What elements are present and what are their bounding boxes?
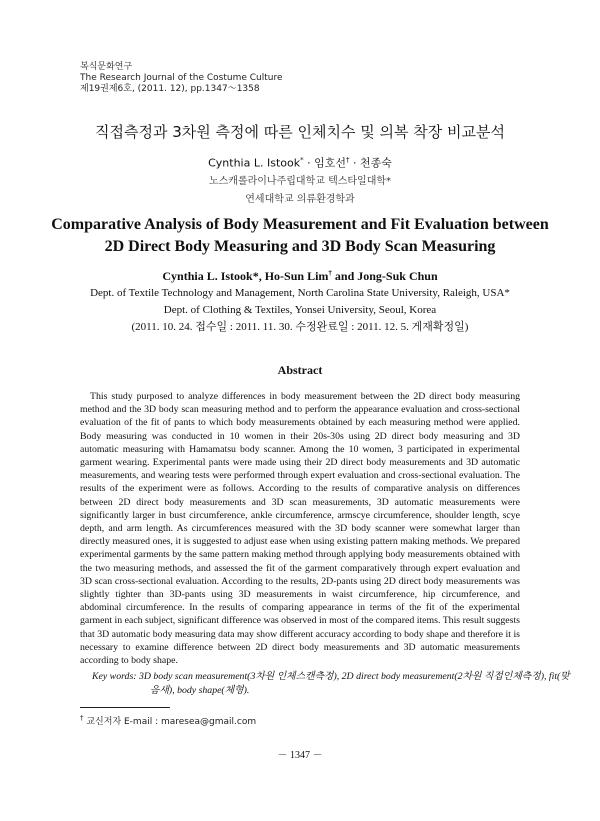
author-chun: 천종숙 xyxy=(359,156,392,170)
corresponding-mark: † xyxy=(328,269,332,277)
author-istook-en: Cynthia L. Istook* xyxy=(162,269,259,283)
abstract-body: This study purposed to analyze differences in body measurement between the 2D direct body measuring method and the 3D body scan measuring method and to perform the appearance evaluation and cross-sectional evaluation of the fit of pants to which body measurements obtained by each measuring method were applied. Body measuring was conducted in 10 women in their 20s-30s using 2D direct body measuring and 3D automatic measuring with Hamamatsu body scanner. Among the 10 women, 3 participated in experimental garment wearing. Experimental pants were made using their 2D direct body measurements and 3D automatic measurements, and wearing tests were performed through expert evaluation and cross-sectional evaluation. The results of the experiment were as follows. According to the results of comparative analysis on differences between 2D direct body measurements and 3D scan measurements, 3D automatic measurements were significantly larger in bust circumference, ankle circumference, armscye circumference, shoulder length, scye depth, and arm length. As circumferences measured with the 3D body scanner were somewhat larger than directly measured ones, it is suggested to adjust ease when using existing pattern making methods. We prepared experimental garments by the same pattern making method through applying body measurements obtained with the two measuring methods, and assessed the fit of the garment comparatively through expert evaluation and 3D scan cross-sectional evaluation. According to the results, 2D-pants using 2D direct body measurements was slightly tighter than 3D-pants using 3D measurements in waist circumference, hip circumference, and abdominal circumference. In the results of comparing appearance in terms of the fit of the experimental garment in each subject, significant difference was observed in most of the compared items. This result suggests that 3D automatic body measuring data may show different accuracy according to body shape and therefore it is necessary to examine difference between 2D direct body measurements and 3D automatic measurements according to body shape. xyxy=(80,391,520,667)
journal-header xyxy=(80,62,283,95)
author-list-en xyxy=(0,265,600,285)
journal-name-ko: 복식문화연구 xyxy=(80,62,133,72)
footnote-text: 교신저자 E-mail : maresea@gmail.com xyxy=(83,717,257,727)
affiliation-en-1: Dept. of Textile Technology and Management, North Carolina State University, Raleigh, USA* xyxy=(90,287,510,299)
journal-issue: 제19권제6호, (2011. 12), pp.1347～1358 xyxy=(80,84,260,94)
title-korean: 직접측정과 3차원 측정에 따른 인체치수 및 의복 착장 비교분석 xyxy=(95,123,505,141)
page-number: － 1347 － xyxy=(277,750,323,761)
title-en-line1: Comparative Analysis of Body Measurement and Fit Evaluation between xyxy=(51,216,549,233)
author-mark: * xyxy=(300,156,304,164)
author-istook: Cynthia L. Istook xyxy=(208,156,301,170)
footnote-mark: † xyxy=(80,714,84,722)
authors-korean xyxy=(0,151,600,209)
author-separator: , xyxy=(258,269,265,283)
author-separator: · xyxy=(303,156,315,170)
author-lim-en: Ho-Sun Lim xyxy=(264,269,329,283)
footnote xyxy=(80,714,256,727)
keywords: Key words: 3D body scan measurement(3차원 인체스캔측정), 2D direct body measurement(2차원 직접인체측정), fit(맞음새), body shape(체형). xyxy=(92,671,570,696)
author-lim: 임호선 xyxy=(314,156,346,170)
author-separator: · xyxy=(349,156,360,170)
affiliation-en-2: Dept. of Clothing & Textiles, Yonsei University, Seoul, Korea xyxy=(163,304,437,316)
title-english xyxy=(0,214,600,258)
authors-english xyxy=(0,265,600,336)
abstract-heading: Abstract xyxy=(277,363,323,377)
submission-dates: (2011. 10. 24. 접수일 : 2011. 11. 30. 수정완료일 : 2011. 12. 5. 게재확정일) xyxy=(131,321,469,333)
footnote-divider xyxy=(80,707,170,708)
journal-name-en: The Research Journal of the Costume Culture xyxy=(80,73,283,83)
affiliation-ko-2: 연세대학교 의류환경학과 xyxy=(245,193,355,205)
author-list-ko xyxy=(0,151,600,173)
author-chun-en: and Jong-Suk Chun xyxy=(331,269,438,283)
title-en-line2: 2D Direct Body Measuring and 3D Body Scan Measuring xyxy=(104,238,496,255)
corresponding-mark: † xyxy=(345,156,350,164)
affiliation-ko-1: 노스캐롤라이나주립대학교 텍스타일대학* xyxy=(208,175,392,187)
